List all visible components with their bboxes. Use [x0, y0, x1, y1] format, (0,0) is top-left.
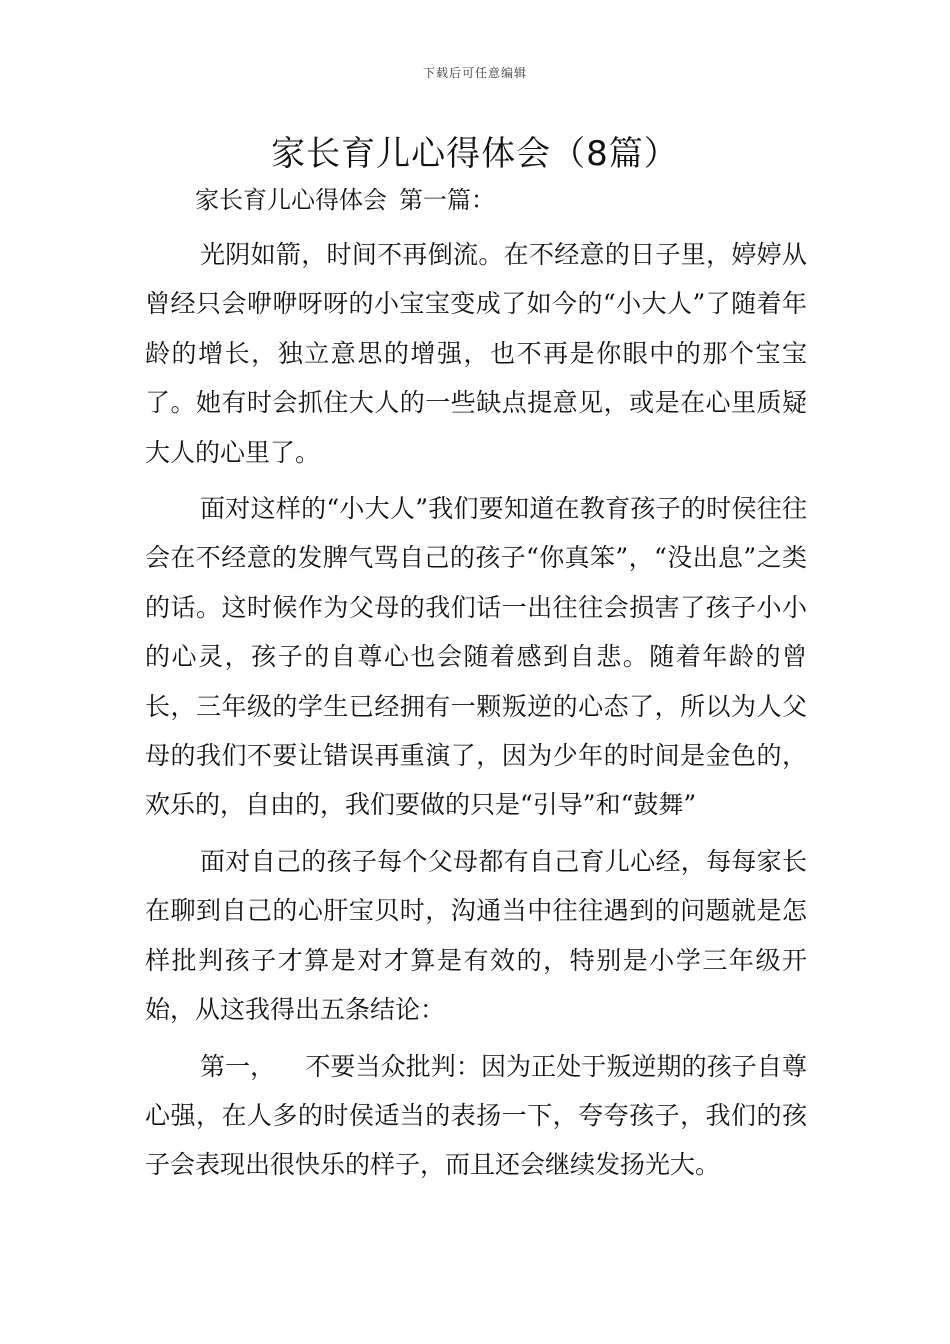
paragraph-1: 光阴如箭，时间不再倒流。在不经意的日子里，婷婷从曾经只会咿咿呀呀的小宝宝变成了如今的“小大人”了随着年龄的增长，独立意思的增强，也不再是你眼中的那个宝宝了。她有时会抓住大人的一些缺点提意见，或是在心里质疑大人的心里了。 — [145, 240, 807, 467]
subheading-part: 第一篇： — [399, 186, 495, 214]
point-one-label: 第一， — [200, 1051, 276, 1081]
section-subheading — [195, 182, 495, 218]
document-body — [145, 230, 807, 1197]
subheading-title: 家长育儿心得体会 — [195, 186, 387, 214]
paragraph-2: 面对这样的“小大人”我们要知道在教育孩子的时侯往往会在不经意的发脾气骂自己的孩子“你真笨”，“没出息”之类的话。这时候作为父母的我们话一出往往会损害了孩子小小的心灵，孩子的自尊心也会随着感到自悲。随着年龄的曾长，三年级的学生已经拥有一颗叛逆的心态了，所以为人父母的我们不要让错误再重演了，因为少年的时间是金色的，欢乐的，自由的，我们要做的只是“引导”和“鼓舞” — [145, 494, 807, 820]
point-one-text: 不要当众批判：因为正处于叛逆期的孩子自尊心强，在人多的时侯适当的表扬一下，夸夸孩子，我们的孩子会表现出很快乐的样子，而且还会继续发扬光大。 — [145, 1051, 807, 1180]
paragraph-point-one — [145, 1042, 807, 1190]
header-note: 下载后可任意编辑 — [422, 66, 527, 80]
document-title: 家长育儿心得体会（8篇） — [271, 134, 679, 174]
paragraph-3: 面对自己的孩子每个父母都有自己育儿心经，每每家长在聊到自己的心肝宝贝时，沟通当中往往遇到的问题就是怎样批判孩子才算是对才算是有效的，特别是小学三年级开始，从这我得出五条结论： — [145, 846, 807, 1025]
